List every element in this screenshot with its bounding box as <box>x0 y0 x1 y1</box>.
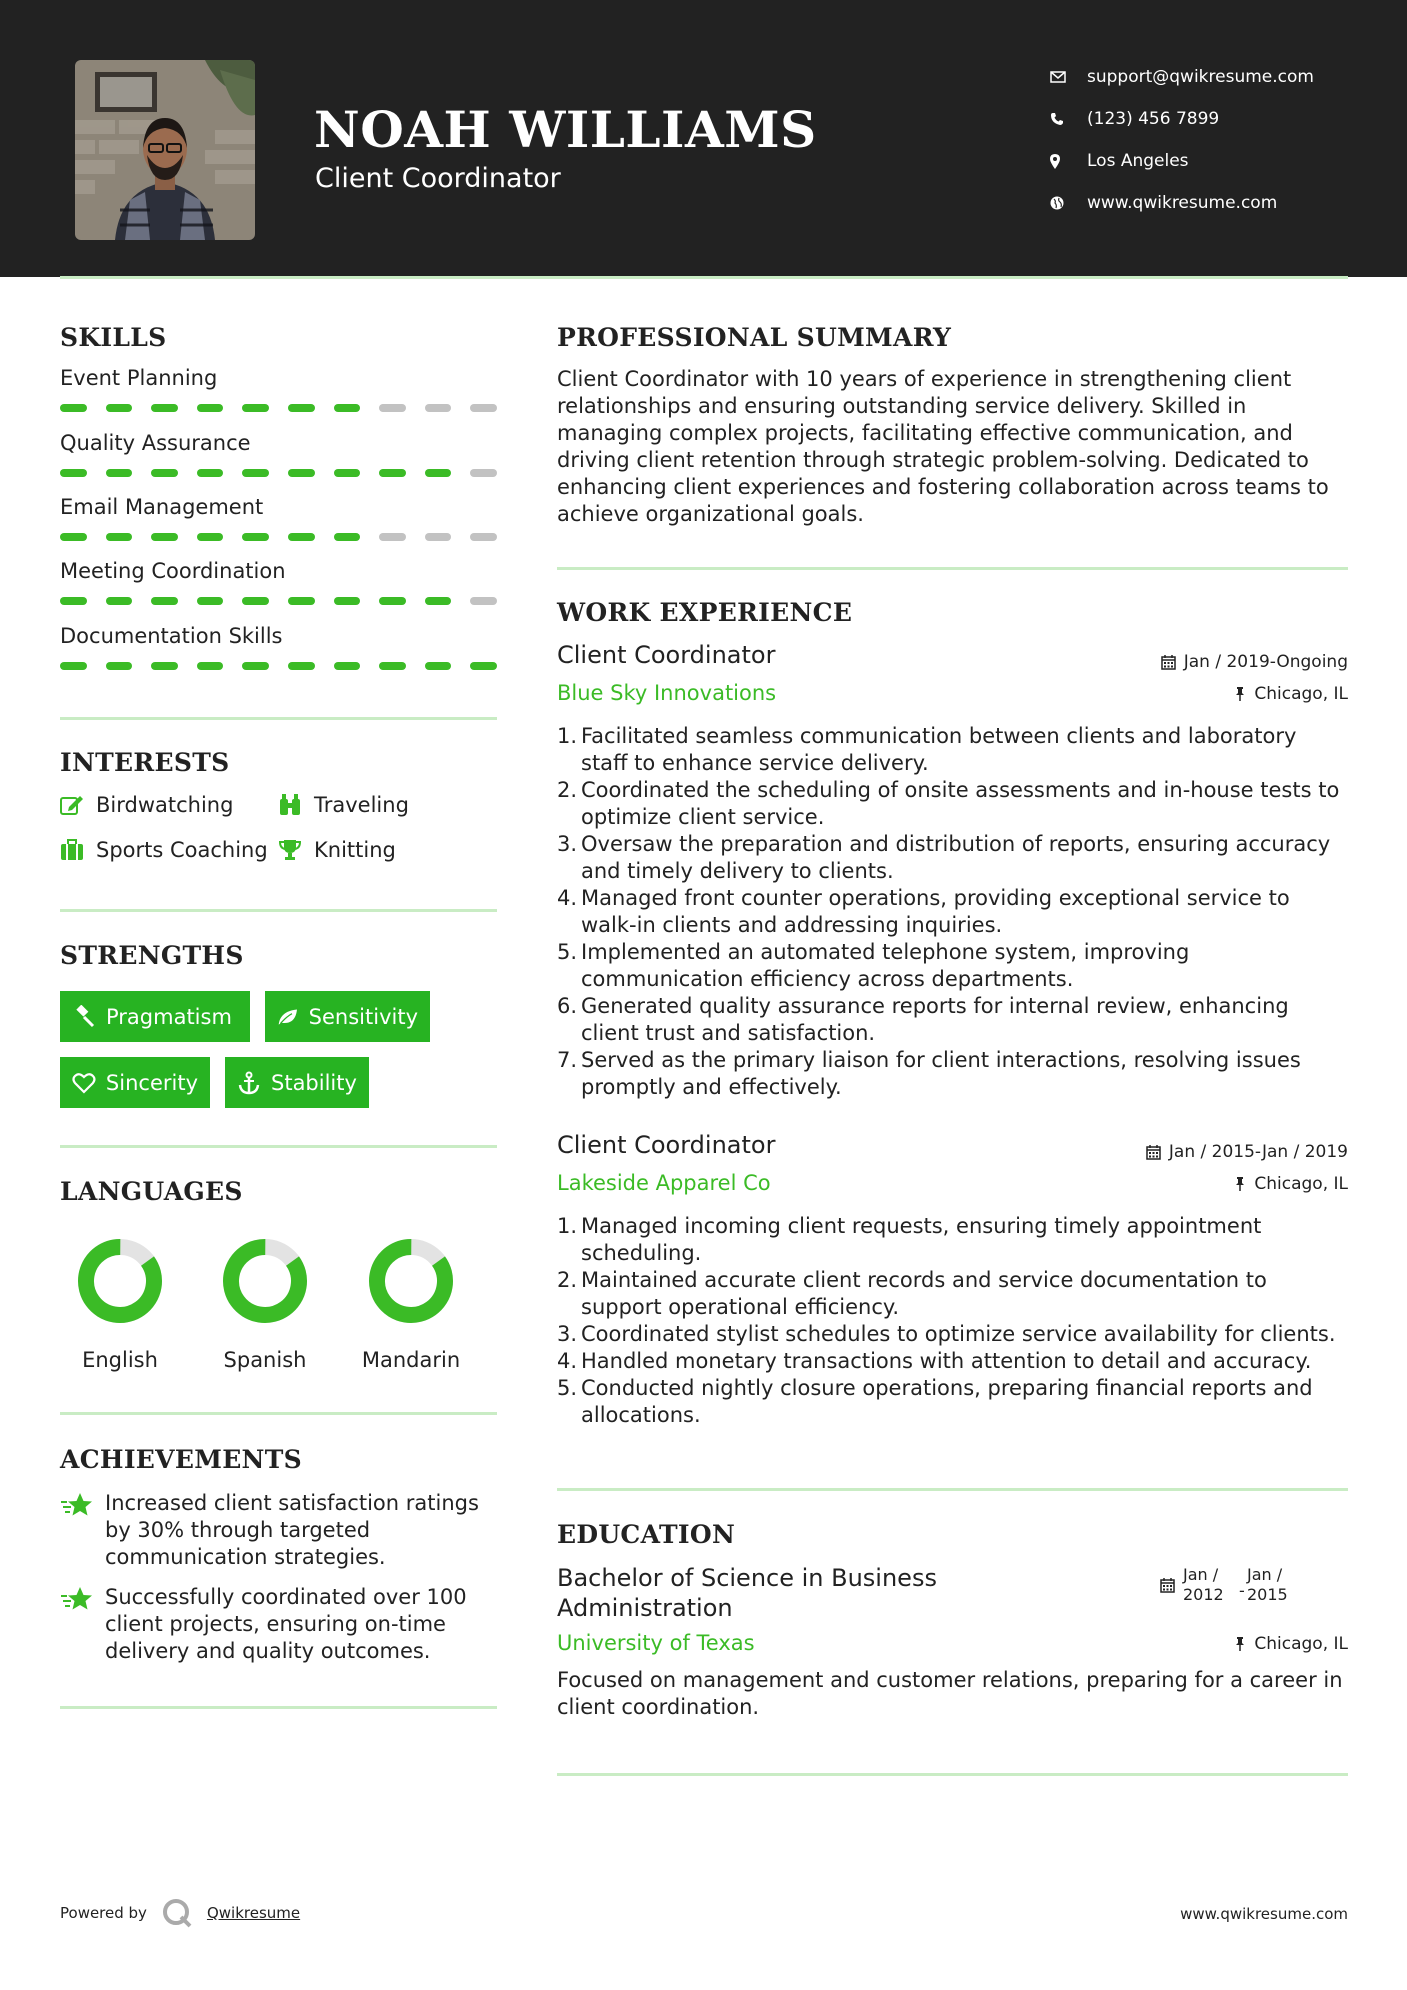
education-dates <box>1160 1565 1288 1605</box>
interest-item <box>60 793 233 817</box>
section-divider <box>60 1706 497 1709</box>
skill-name: Documentation Skills <box>60 624 283 648</box>
rating-dot-filled <box>334 597 361 605</box>
job-location <box>1234 684 1348 704</box>
bullet-text: Handled monetary transactions with attention to detail and accuracy. <box>581 1349 1312 1373</box>
location-text: Los Angeles <box>1087 151 1189 171</box>
bullet-text: Implemented an automated telephone system, improving communication efficiency across departments. <box>581 940 1190 991</box>
bullet-text: Conducted nightly closure operations, preparing financial reports and allocations. <box>581 1376 1313 1427</box>
bullet-number: 3. <box>557 1322 578 1346</box>
job-bullet <box>557 1375 1347 1429</box>
rating-dot-filled <box>151 533 178 541</box>
calendar-icon <box>1161 654 1176 670</box>
rating-dot-filled <box>60 662 87 670</box>
rating-dot-filled <box>60 404 87 412</box>
trophy-icon <box>278 839 302 861</box>
candidate-name: NOAH WILLIAMS <box>314 100 817 159</box>
bullet-text: Facilitated seamless communication between clients and laboratory staff to enhance service delivery. <box>581 724 1297 775</box>
rating-dot-filled <box>334 469 361 477</box>
job-bullet <box>557 885 1347 939</box>
rating-dot-filled <box>288 597 315 605</box>
education-heading: EDUCATION <box>557 1520 736 1549</box>
job-bullet <box>557 1047 1347 1101</box>
rating-dot-filled <box>425 597 452 605</box>
rating-dot-filled <box>106 533 133 541</box>
achievements-heading: ACHIEVEMENTS <box>60 1445 302 1474</box>
skill-item <box>60 624 497 670</box>
language-donut <box>366 1236 456 1326</box>
language-label: Spanish <box>223 1348 307 1372</box>
achievement-item <box>60 1584 500 1665</box>
footer-powered <box>60 1897 300 1929</box>
bullet-number: 4. <box>557 886 578 910</box>
section-divider <box>557 567 1348 570</box>
skill-name: Email Management <box>60 495 264 519</box>
globe-icon <box>1050 196 1087 210</box>
skill-item <box>60 495 497 541</box>
envelope-icon <box>1050 71 1087 83</box>
rating-dot-filled <box>60 533 87 541</box>
job-title: Client Coordinator <box>557 1131 776 1159</box>
interest-label: Sports Coaching <box>96 838 268 862</box>
resume-header <box>0 0 1407 277</box>
website-text: www.qwikresume.com <box>1087 193 1278 213</box>
leaf-icon <box>277 1006 299 1028</box>
skill-rating <box>60 597 497 605</box>
languages-heading: LANGUAGES <box>60 1177 243 1206</box>
job-bullet <box>557 831 1347 885</box>
job-bullet <box>557 993 1347 1047</box>
contact-list <box>1050 56 1314 224</box>
donut-fill <box>75 1236 165 1326</box>
interests-heading: INTERESTS <box>60 748 230 777</box>
skill-rating <box>60 533 497 541</box>
experience-heading: WORK EXPERIENCE <box>557 598 853 627</box>
strength-label: Sensitivity <box>308 1004 418 1029</box>
bullet-number: 7. <box>557 1048 578 1072</box>
end-month: Jan / <box>1247 1565 1283 1584</box>
rating-dot-empty <box>379 404 406 412</box>
skill-rating <box>60 469 497 477</box>
degree-title <box>557 1563 937 1623</box>
qwikresume-logo-icon <box>161 1897 193 1929</box>
donut-fill <box>220 1236 310 1326</box>
map-marker-icon <box>1050 154 1087 169</box>
bullet-number: 5. <box>557 1376 578 1400</box>
rating-dot-filled <box>334 533 361 541</box>
contact-location <box>1050 140 1314 182</box>
rating-dot-empty <box>379 533 406 541</box>
rating-dot-filled <box>242 662 269 670</box>
job-bullet <box>557 1267 1347 1321</box>
rating-dot-filled <box>242 533 269 541</box>
rating-dot-filled <box>60 469 87 477</box>
email-text: support@qwikresume.com <box>1087 67 1314 87</box>
rating-dot-filled <box>197 469 224 477</box>
job-location-text: Chicago, IL <box>1254 1174 1348 1194</box>
bullet-text: Generated quality assurance reports for internal review, enhancing client trust and satisfaction. <box>581 994 1289 1045</box>
profile-photo <box>75 60 255 240</box>
skills-heading: SKILLS <box>60 323 167 352</box>
bullet-number: 6. <box>557 994 578 1018</box>
contact-website[interactable] <box>1050 182 1314 224</box>
skill-name: Quality Assurance <box>60 431 251 455</box>
school-name: University of Texas <box>557 1631 755 1655</box>
education-description: Focused on management and customer relations, preparing for a career in client coordination. <box>557 1668 1343 1719</box>
rating-dot-filled <box>334 662 361 670</box>
date-separator: - <box>1239 1580 1245 1600</box>
rating-dot-filled <box>197 533 224 541</box>
summary-text: Client Coordinator with 10 years of experience in strengthening client relationships and ensuring outstanding service delivery. Skilled in managing complex projects, facilitating effective communication, and driving client retention through strategic problem-solving. Dedicated to enhancing client experiences and fostering collaboration across teams to achieve organizational goals. <box>557 367 1329 526</box>
strengths-heading: STRENGTHS <box>60 941 244 970</box>
star-icon <box>60 1492 94 1520</box>
rating-dot-filled <box>242 404 269 412</box>
section-divider <box>60 909 497 912</box>
section-divider <box>60 1412 497 1415</box>
phone-text: (123) 456 7899 <box>1087 109 1220 129</box>
rating-dot-filled <box>197 404 224 412</box>
strength-label: Pragmatism <box>106 1004 232 1029</box>
suitcase-icon <box>60 839 84 861</box>
achievement-item <box>60 1490 500 1571</box>
job-dates <box>1146 1142 1348 1162</box>
rating-dot-filled <box>151 597 178 605</box>
language-item <box>50 1236 190 1372</box>
star-icon <box>60 1586 94 1614</box>
candidate-title: Client Coordinator <box>315 163 561 194</box>
job-bullets <box>557 1213 1347 1429</box>
rating-dot-filled <box>242 597 269 605</box>
interest-item <box>278 838 396 862</box>
bullet-text: Oversaw the preparation and distribution of reports, ensuring accuracy and timely delivery to clients. <box>581 832 1331 883</box>
qwikresume-link[interactable]: Qwikresume <box>206 1904 301 1922</box>
pin-icon <box>1234 1636 1246 1652</box>
company-name: Blue Sky Innovations <box>557 681 777 705</box>
rating-dot-filled <box>379 662 406 670</box>
rating-dot-filled <box>151 662 178 670</box>
donut-fill <box>366 1236 456 1326</box>
bullet-text: Coordinated the scheduling of onsite assessments and in-house tests to optimize client service. <box>581 778 1340 829</box>
rating-dot-filled <box>425 662 452 670</box>
rating-dot-filled <box>106 662 133 670</box>
skill-name: Meeting Coordination <box>60 559 286 583</box>
header-divider <box>60 276 1348 279</box>
job-dates <box>1161 652 1348 672</box>
interest-label: Knitting <box>314 838 396 862</box>
achievement-text: Successfully coordinated over 100 client projects, ensuring on-time delivery and quality outcomes. <box>105 1585 467 1663</box>
job-bullet <box>557 1213 1347 1267</box>
start-year: 2012 <box>1183 1585 1224 1604</box>
gavel-icon <box>72 1005 96 1029</box>
rating-dot-filled <box>379 469 406 477</box>
interest-item <box>278 793 409 817</box>
strength-badge <box>60 1057 210 1108</box>
rating-dot-empty <box>425 533 452 541</box>
bullet-text: Managed front counter operations, providing exceptional service to walk-in clients and addressing inquiries. <box>581 886 1290 937</box>
bullet-number: 1. <box>557 724 578 748</box>
edit-icon <box>60 794 84 816</box>
rating-dot-empty <box>470 597 497 605</box>
rating-dot-filled <box>425 469 452 477</box>
rating-dot-filled <box>197 597 224 605</box>
strength-badge <box>265 991 430 1042</box>
rating-dot-filled <box>106 404 133 412</box>
rating-dot-filled <box>334 404 361 412</box>
rating-dot-filled <box>288 469 315 477</box>
rating-dot-empty <box>470 533 497 541</box>
skill-rating <box>60 404 497 412</box>
section-divider <box>557 1488 1348 1491</box>
calendar-icon <box>1146 1144 1161 1160</box>
rating-dot-filled <box>197 662 224 670</box>
end-year: 2015 <box>1247 1585 1288 1604</box>
rating-dot-filled <box>151 404 178 412</box>
anchor-icon <box>237 1071 261 1095</box>
rating-dot-filled <box>288 662 315 670</box>
degree-line: Bachelor of Science in Business <box>557 1564 937 1592</box>
bullet-text: Maintained accurate client records and service documentation to support operational efficiency. <box>581 1268 1267 1319</box>
bullet-text: Managed incoming client requests, ensuring timely appointment scheduling. <box>581 1214 1262 1265</box>
footer-website[interactable]: www.qwikresume.com <box>1180 1905 1348 1923</box>
language-donut <box>220 1236 310 1326</box>
pin-icon <box>1234 1176 1246 1192</box>
job-bullet <box>557 723 1347 777</box>
strength-badge <box>60 991 250 1042</box>
rating-dot-filled <box>106 597 133 605</box>
skill-name: Event Planning <box>60 366 218 390</box>
skill-item <box>60 431 497 477</box>
job-location-text: Chicago, IL <box>1254 684 1348 704</box>
phone-icon <box>1050 112 1087 126</box>
skill-rating <box>60 662 497 670</box>
calendar-icon <box>1160 1577 1175 1593</box>
start-month: Jan / <box>1183 1565 1219 1584</box>
job-location <box>1234 1174 1348 1194</box>
job-title: Client Coordinator <box>557 641 776 669</box>
strength-label: Stability <box>271 1070 357 1095</box>
section-divider <box>60 1145 497 1148</box>
language-label: English <box>82 1348 158 1372</box>
summary-heading: PROFESSIONAL SUMMARY <box>557 323 952 352</box>
language-item <box>341 1236 481 1372</box>
bullet-number: 5. <box>557 940 578 964</box>
rating-dot-filled <box>151 469 178 477</box>
rating-dot-filled <box>379 597 406 605</box>
heart-icon <box>72 1072 96 1094</box>
rating-dot-filled <box>470 662 497 670</box>
job-bullet <box>557 1348 1347 1375</box>
job-bullet <box>557 1321 1347 1348</box>
education-location <box>1234 1634 1348 1654</box>
skill-item <box>60 366 497 412</box>
rating-dot-filled <box>288 533 315 541</box>
bullet-number: 1. <box>557 1214 578 1238</box>
job-dates-text: Jan / 2019-Ongoing <box>1183 652 1348 672</box>
language-label: Mandarin <box>361 1348 461 1372</box>
section-divider <box>60 717 497 720</box>
job-bullet <box>557 939 1347 993</box>
contact-phone[interactable] <box>1050 98 1314 140</box>
language-item <box>195 1236 335 1372</box>
section-divider <box>557 1773 1348 1776</box>
bullet-number: 3. <box>557 832 578 856</box>
degree-line: Administration <box>557 1594 733 1622</box>
job-bullet <box>557 777 1347 831</box>
education-location-text: Chicago, IL <box>1254 1634 1348 1654</box>
interest-item <box>60 838 268 862</box>
rating-dot-filled <box>288 404 315 412</box>
contact-email[interactable] <box>1050 56 1314 98</box>
bullet-number: 2. <box>557 778 578 802</box>
pin-icon <box>1234 686 1246 702</box>
rating-dot-filled <box>60 597 87 605</box>
achievement-text: Increased client satisfaction ratings by 30% through targeted communication strategies. <box>105 1491 479 1569</box>
bullet-text: Served as the primary liaison for client interactions, resolving issues promptly and effectively. <box>581 1048 1301 1099</box>
job-bullets <box>557 723 1347 1101</box>
company-name: Lakeside Apparel Co <box>557 1171 771 1195</box>
rating-dot-filled <box>242 469 269 477</box>
rating-dot-empty <box>470 469 497 477</box>
powered-by-text: Powered by <box>60 1904 147 1922</box>
strength-badge <box>225 1057 369 1108</box>
bullet-text: Coordinated stylist schedules to optimize service availability for clients. <box>581 1322 1336 1346</box>
interest-label: Traveling <box>314 793 409 817</box>
rating-dot-empty <box>470 404 497 412</box>
binoculars-icon <box>278 793 302 817</box>
rating-dot-filled <box>106 469 133 477</box>
strength-label: Sincerity <box>105 1070 198 1095</box>
interest-label: Birdwatching <box>96 793 234 817</box>
rating-dot-empty <box>425 404 452 412</box>
job-dates-text: Jan / 2015-Jan / 2019 <box>1168 1142 1348 1162</box>
language-donut <box>75 1236 165 1326</box>
skill-item <box>60 559 497 605</box>
bullet-number: 2. <box>557 1268 578 1292</box>
bullet-number: 4. <box>557 1349 578 1373</box>
